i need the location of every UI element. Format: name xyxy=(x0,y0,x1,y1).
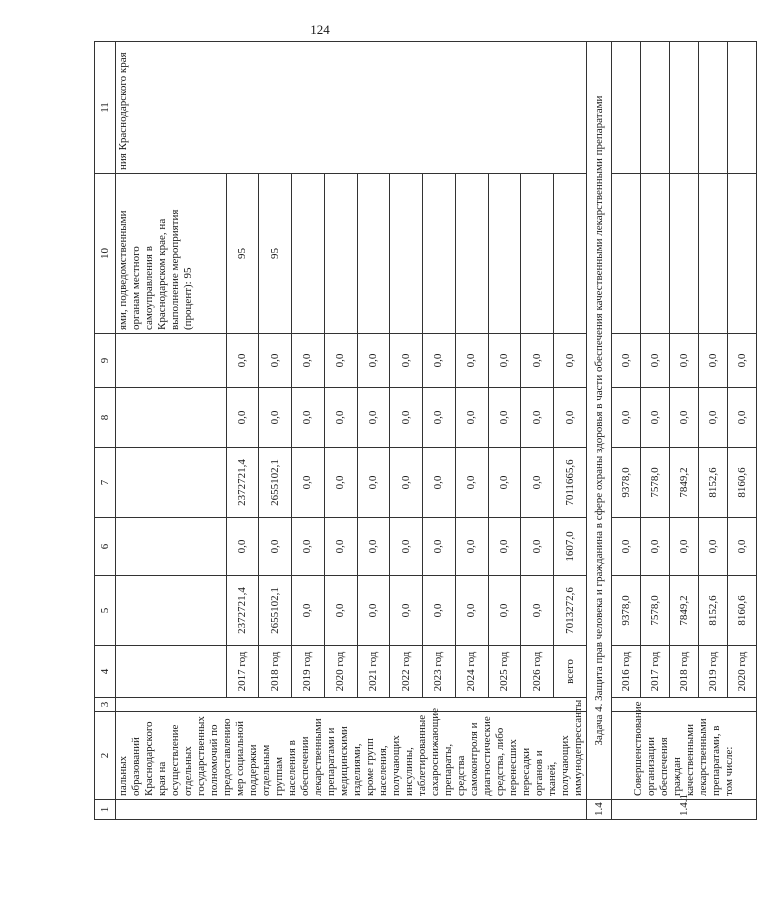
regional-budget-cell: 8160,6 xyxy=(728,448,757,518)
local-budget-cell: 0,0 xyxy=(455,388,488,448)
task-number: 1.4 xyxy=(587,800,612,820)
extra-budget-cell: 0,0 xyxy=(226,334,259,388)
indicator-value-cell xyxy=(521,174,554,334)
regional-budget-cell: 2655102,1 xyxy=(259,448,292,518)
regional-budget-cell: 8152,6 xyxy=(699,448,728,518)
total-amount-cell: 7849,2 xyxy=(670,576,699,646)
year-cell: 2020 год xyxy=(324,646,357,698)
regional-budget-cell: 0,0 xyxy=(357,448,390,518)
local-budget-cell: 0,0 xyxy=(292,388,325,448)
total-amount-cell: 0,0 xyxy=(423,576,456,646)
row-number-cell: 1.4.1 xyxy=(612,800,757,820)
header-cell: 1 xyxy=(95,800,116,820)
empty-cell xyxy=(116,576,227,646)
local-budget-cell: 0,0 xyxy=(390,388,423,448)
federal-budget-cell: 0,0 xyxy=(324,518,357,576)
federal-budget-cell: 0,0 xyxy=(488,518,521,576)
total-amount-cell: 0,0 xyxy=(488,576,521,646)
federal-budget-cell: 0,0 xyxy=(641,518,670,576)
local-budget-cell: 0,0 xyxy=(488,388,521,448)
federal-budget-cell: 0,0 xyxy=(423,518,456,576)
empty-cell xyxy=(670,42,699,174)
year-cell: 2016 год xyxy=(612,646,641,698)
total-amount-cell: 8152,6 xyxy=(699,576,728,646)
year-cell: 2018 год xyxy=(670,646,699,698)
empty-cell xyxy=(612,174,641,334)
federal-budget-cell: 0,0 xyxy=(670,518,699,576)
regional-budget-cell: 0,0 xyxy=(455,448,488,518)
regional-budget-cell: 7578,0 xyxy=(641,448,670,518)
measure-description: Совершенствование организации обеспечения граждан качественными лекарственными препаратами, в том числе: xyxy=(612,712,757,800)
header-cell: 5 xyxy=(95,576,116,646)
task-row xyxy=(587,42,612,820)
local-budget-cell: 0,0 xyxy=(641,388,670,448)
total-amount-cell: 7013272,6 xyxy=(554,576,587,646)
extra-budget-cell: 0,0 xyxy=(728,334,757,388)
regional-budget-cell: 2372721,4 xyxy=(226,448,259,518)
extra-budget-cell: 0,0 xyxy=(423,334,456,388)
empty-cell xyxy=(728,174,757,334)
empty-cell xyxy=(699,174,728,334)
federal-budget-cell: 0,0 xyxy=(390,518,423,576)
regional-budget-cell: 7011665,6 xyxy=(554,448,587,518)
federal-budget-cell: 1607,0 xyxy=(554,518,587,576)
empty-cell xyxy=(699,42,728,174)
regional-budget-cell: 0,0 xyxy=(292,448,325,518)
empty-cell xyxy=(116,698,587,712)
indicator-value-cell: 95 xyxy=(259,174,292,334)
page-number: 124 xyxy=(310,22,330,37)
federal-budget-cell: 0,0 xyxy=(521,518,554,576)
empty-cell xyxy=(116,334,227,388)
federal-budget-cell: 0,0 xyxy=(292,518,325,576)
year-cell: 2017 год xyxy=(641,646,670,698)
extra-budget-cell: 0,0 xyxy=(554,334,587,388)
extra-budget-cell: 0,0 xyxy=(612,334,641,388)
local-budget-cell: 0,0 xyxy=(728,388,757,448)
task-title: Задача 4. Защита прав человека и гражданина в сфере охраны здоровья в части обеспечения качественными лекарственными препаратами xyxy=(587,42,612,800)
local-budget-cell: 0,0 xyxy=(423,388,456,448)
total-amount-cell: 0,0 xyxy=(357,576,390,646)
local-budget-cell: 0,0 xyxy=(612,388,641,448)
extra-budget-cell: 0,0 xyxy=(357,334,390,388)
indicator-value-cell: 95 xyxy=(226,174,259,334)
extra-budget-cell: 0,0 xyxy=(699,334,728,388)
indicator-value-cell xyxy=(292,174,325,334)
extra-budget-cell: 0,0 xyxy=(488,334,521,388)
extra-budget-cell: 0,0 xyxy=(455,334,488,388)
federal-budget-cell: 0,0 xyxy=(612,518,641,576)
total-amount-cell: 0,0 xyxy=(521,576,554,646)
empty-cell xyxy=(116,646,227,698)
regional-budget-cell: 0,0 xyxy=(488,448,521,518)
year-cell: 2019 год xyxy=(699,646,728,698)
empty-cell xyxy=(641,174,670,334)
federal-budget-cell: 0,0 xyxy=(226,518,259,576)
indicator-value-cell xyxy=(488,174,521,334)
indicator-value-cell xyxy=(357,174,390,334)
header-cell: 10 xyxy=(95,174,116,334)
local-budget-cell: 0,0 xyxy=(521,388,554,448)
header-cell: 4 xyxy=(95,646,116,698)
budget-table xyxy=(94,41,757,820)
year-cell: 2021 год xyxy=(357,646,390,698)
row-number-cell xyxy=(116,800,587,820)
indicator-value-cell xyxy=(390,174,423,334)
year-cell: 2022 год xyxy=(390,646,423,698)
extra-budget-cell: 0,0 xyxy=(324,334,357,388)
year-cell: 2018 год xyxy=(259,646,292,698)
year-cell: 2017 год xyxy=(226,646,259,698)
empty-cell xyxy=(116,448,227,518)
header-cell: 6 xyxy=(95,518,116,576)
measure-description: пальных образований Краснодарского края на осуществление отдельных государственных полномочий по предоставлению мер социальной поддержки отдельным группам населения в обеспечении лекарственными препаратами и медицинскими изделиями, кроме групп населения, получающих инсулины, таблетированные сахароснижающие препараты, средства самоконтроля и диагностические средства, либо перенесших пересадки органов и тканей, получающих иммунодепрессанты xyxy=(116,712,587,800)
empty-cell xyxy=(612,42,641,174)
empty-cell xyxy=(670,174,699,334)
extra-budget-cell: 0,0 xyxy=(390,334,423,388)
local-budget-cell: 0,0 xyxy=(670,388,699,448)
indicator-value-cell xyxy=(554,174,587,334)
table-body xyxy=(95,42,757,820)
year-cell: 2025 год xyxy=(488,646,521,698)
year-cell: 2026 год xyxy=(521,646,554,698)
year-cell: 2019 год xyxy=(292,646,325,698)
regional-budget-cell: 0,0 xyxy=(390,448,423,518)
total-amount-cell: 0,0 xyxy=(455,576,488,646)
federal-budget-cell: 0,0 xyxy=(699,518,728,576)
header-cell: 9 xyxy=(95,334,116,388)
extra-budget-cell: 0,0 xyxy=(259,334,292,388)
intro-row xyxy=(116,42,227,820)
rotated-table-area xyxy=(94,42,748,820)
indicator-value-cell xyxy=(423,174,456,334)
extra-budget-cell: 0,0 xyxy=(292,334,325,388)
empty-cell xyxy=(641,42,670,174)
indicator-value-cell xyxy=(324,174,357,334)
total-amount-cell: 0,0 xyxy=(292,576,325,646)
header-cell: 11 xyxy=(95,42,116,174)
federal-budget-cell: 0,0 xyxy=(357,518,390,576)
total-amount-cell: 0,0 xyxy=(324,576,357,646)
indicator-description: ями, подведомственными органам местного самоуправления в Краснодарском крае, на выполнение мероприятия (процент): 95 xyxy=(116,174,227,334)
indicator-value-cell xyxy=(455,174,488,334)
regional-budget-cell: 0,0 xyxy=(521,448,554,518)
total-amount-cell: 9378,0 xyxy=(612,576,641,646)
extra-budget-cell: 0,0 xyxy=(521,334,554,388)
total-amount-cell: 7578,0 xyxy=(641,576,670,646)
year-cell: всего xyxy=(554,646,587,698)
local-budget-cell: 0,0 xyxy=(259,388,292,448)
empty-cell xyxy=(116,518,227,576)
total-amount-cell: 2655102,1 xyxy=(259,576,292,646)
year-cell: 2020 год xyxy=(728,646,757,698)
federal-budget-cell: 0,0 xyxy=(728,518,757,576)
regional-budget-cell: 9378,0 xyxy=(612,448,641,518)
header-row xyxy=(95,42,116,820)
local-budget-cell: 0,0 xyxy=(226,388,259,448)
header-cell: 2 xyxy=(95,712,116,800)
regional-budget-cell: 7849,2 xyxy=(670,448,699,518)
federal-budget-cell: 0,0 xyxy=(259,518,292,576)
regional-budget-cell: 0,0 xyxy=(423,448,456,518)
header-cell: 7 xyxy=(95,448,116,518)
year-cell: 2023 год xyxy=(423,646,456,698)
local-budget-cell: 0,0 xyxy=(324,388,357,448)
local-budget-cell: 0,0 xyxy=(699,388,728,448)
regional-budget-cell: 0,0 xyxy=(324,448,357,518)
federal-budget-cell: 0,0 xyxy=(455,518,488,576)
table-rotator xyxy=(94,42,748,820)
empty-cell xyxy=(116,388,227,448)
year-cell: 2024 год xyxy=(455,646,488,698)
local-budget-cell: 0,0 xyxy=(357,388,390,448)
table-row xyxy=(612,42,641,820)
responsible-executor: ния Краснодарского края xyxy=(116,42,587,174)
header-cell: 8 xyxy=(95,388,116,448)
empty-cell xyxy=(728,42,757,174)
local-budget-cell: 0,0 xyxy=(554,388,587,448)
header-cell: 3 xyxy=(95,698,116,712)
total-amount-cell: 8160,6 xyxy=(728,576,757,646)
total-amount-cell: 0,0 xyxy=(390,576,423,646)
extra-budget-cell: 0,0 xyxy=(641,334,670,388)
extra-budget-cell: 0,0 xyxy=(670,334,699,388)
total-amount-cell: 2372721,4 xyxy=(226,576,259,646)
